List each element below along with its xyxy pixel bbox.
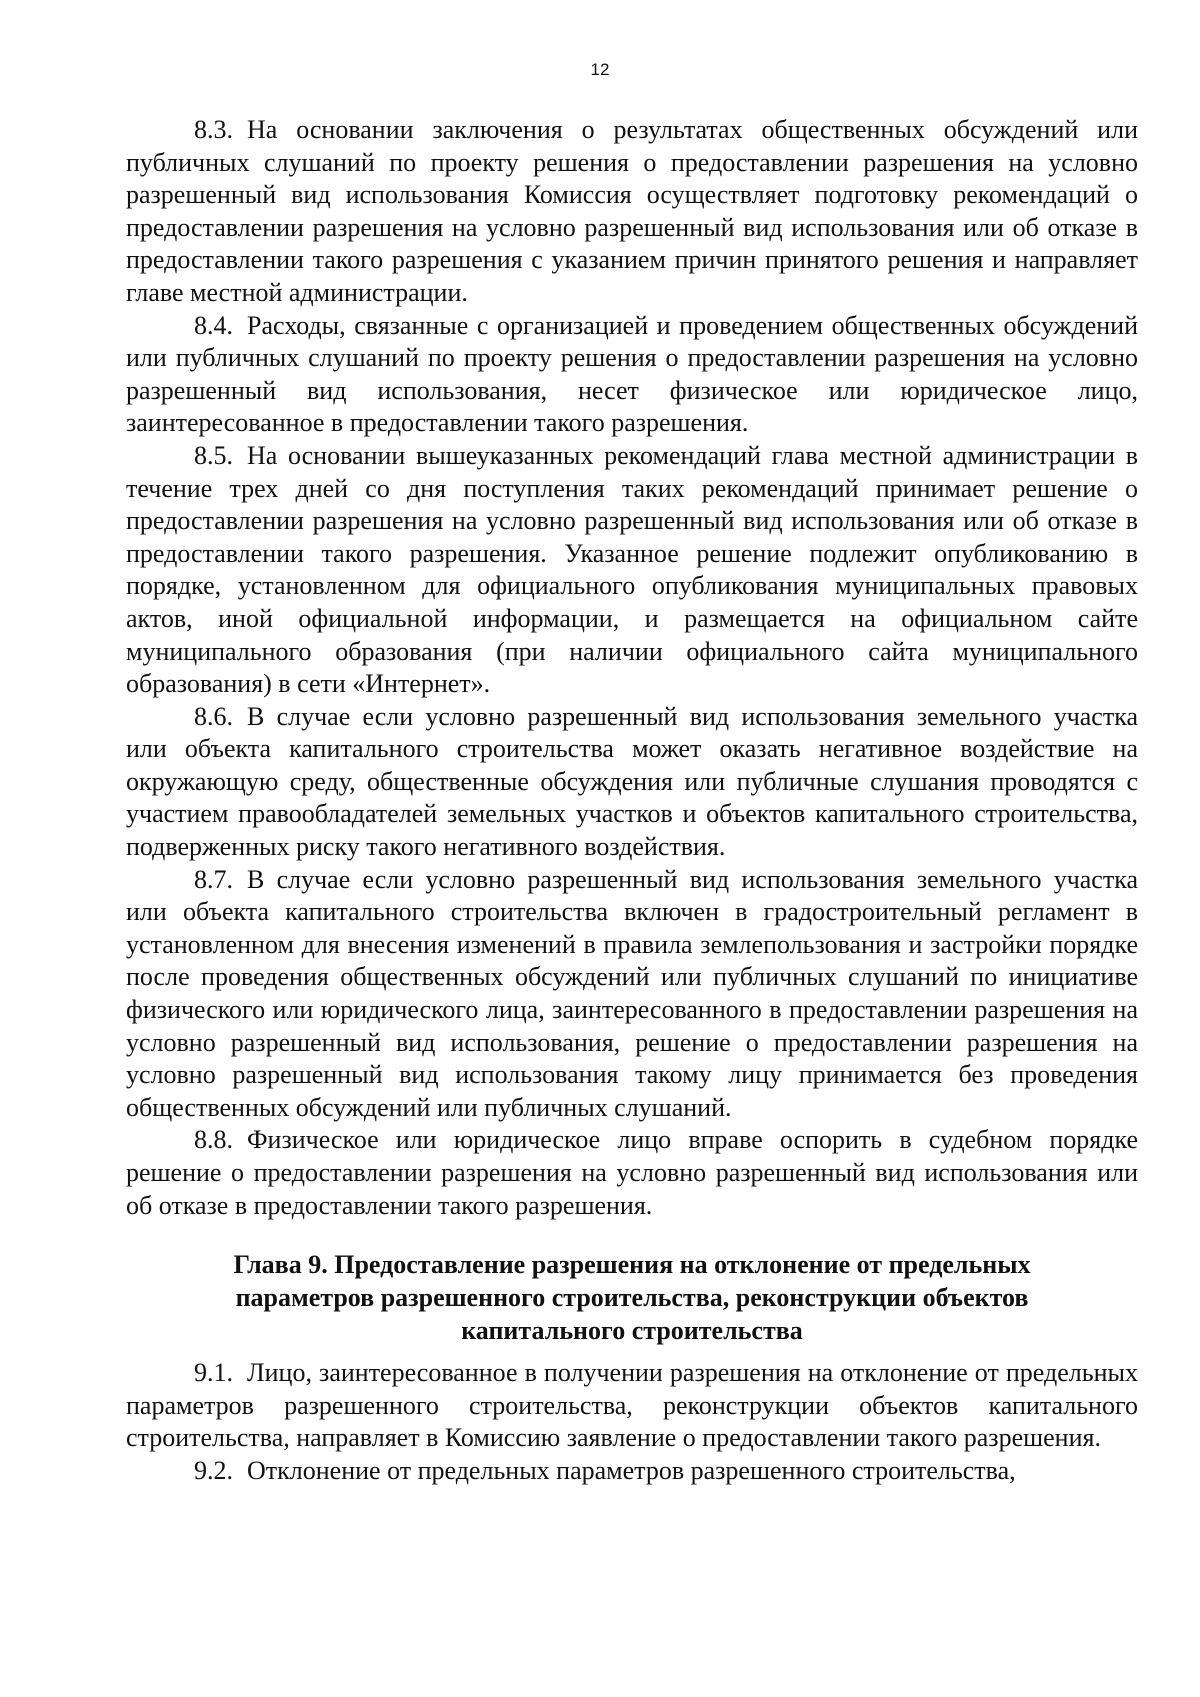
paragraph-number: 9.2.	[194, 1455, 233, 1485]
paragraph-text: В случае если условно разрешенный вид использования земельного участка или объекта капитального строительства может оказать негативное воздействие на окружающую среду, общественные обсуждения или публичные слушания проводятся с участием правообладателей земельных участков и объектов капитального строительства, подверженных риску такого негативного воздействия.	[126, 701, 1138, 862]
paragraph-text: Расходы, связанные с организацией и проведением общественных обсуждений или публичных слушаний по проекту решения о предоставлении разрешения на условно разрешенный вид использования, несет физическое или юридическое лицо, заинтересованное в предоставлении такого разрешения.	[126, 310, 1138, 438]
paragraph-9-1	[126, 1357, 1138, 1455]
paragraph-number: 8.8.	[194, 1125, 233, 1155]
paragraph-8-4	[126, 310, 1138, 440]
paragraph-text: На основании заключения о результатах общественных обсуждений или публичных слушаний по проекту решения о предоставлении разрешения на условно разрешенный вид использования Комиссия осуществляет подготовку рекомендаций о предоставлении разрешения на условно разрешенный вид использования или об отказе в предоставлении такого разрешения с указанием причин принятого решения и направляет главе местной администрации.	[126, 115, 1138, 307]
paragraph-number: 8.6.	[194, 701, 233, 731]
document-body	[126, 114, 1138, 1488]
paragraph-number: 8.7.	[194, 864, 233, 894]
paragraph-text: В случае если условно разрешенный вид использования земельного участка или объекта капитального строительства включен в градостроительный регламент в установленном для внесения изменений в правила землепользования и застройки порядке после проведения общественных обсуждений или публичных слушаний по инициативе физического или юридического лица, заинтересованного в предоставлении разрешения на условно разрешенный вид использования, решение о предоставлении разрешения на условно разрешенный вид использования такому лицу принимается без проведения общественных обсуждений или публичных слушаний.	[126, 864, 1138, 1122]
page-number: 12	[590, 60, 610, 79]
paragraph-8-3	[126, 114, 1138, 310]
paragraph-9-2	[126, 1455, 1138, 1488]
paragraph-8-7	[126, 864, 1138, 1125]
paragraph-number: 8.3.	[194, 115, 233, 144]
paragraph-text: На основании вышеуказанных рекомендаций глава местной администрации в течение трех дней со дня поступления таких рекомендаций принимает решение о предоставлении разрешения на условно разрешенный вид использования или об отказе в предоставлении такого разрешения. Указанное решение подлежит опубликованию в порядке, установленном для официального опубликования муниципальных правовых актов, иной официальной информации, и размещается на официальном сайте муниципального образования (при наличии официального сайта муниципального образования) в сети «Интернет».	[126, 440, 1138, 699]
paragraph-text: Лицо, заинтересованное в получении разрешения на отклонение от предельных параметров разрешенного строительства, реконструкции объектов капитального строительства, направляет в Комиссию заявление о предоставлении такого разрешения.	[126, 1358, 1138, 1453]
paragraph-text: Отклонение от предельных параметров разрешенного строительства,	[247, 1455, 1016, 1485]
paragraph-8-8	[126, 1124, 1138, 1222]
paragraph-8-6	[126, 701, 1138, 864]
paragraph-8-5	[126, 440, 1138, 701]
paragraph-number: 8.5.	[194, 440, 233, 470]
paragraph-number: 9.1.	[194, 1358, 233, 1388]
paragraph-text: Физическое или юридическое лицо вправе оспорить в судебном порядке решение о предоставлении разрешения на условно разрешенный вид использования или об отказе в предоставлении такого разрешения.	[126, 1125, 1138, 1220]
paragraph-number: 8.4.	[194, 310, 233, 340]
chapter-heading: Глава 9. Предоставление разрешения на отклонение от предельных параметров разрешенного строительства, реконструкции объектов капитального строительства	[233, 1250, 1031, 1346]
